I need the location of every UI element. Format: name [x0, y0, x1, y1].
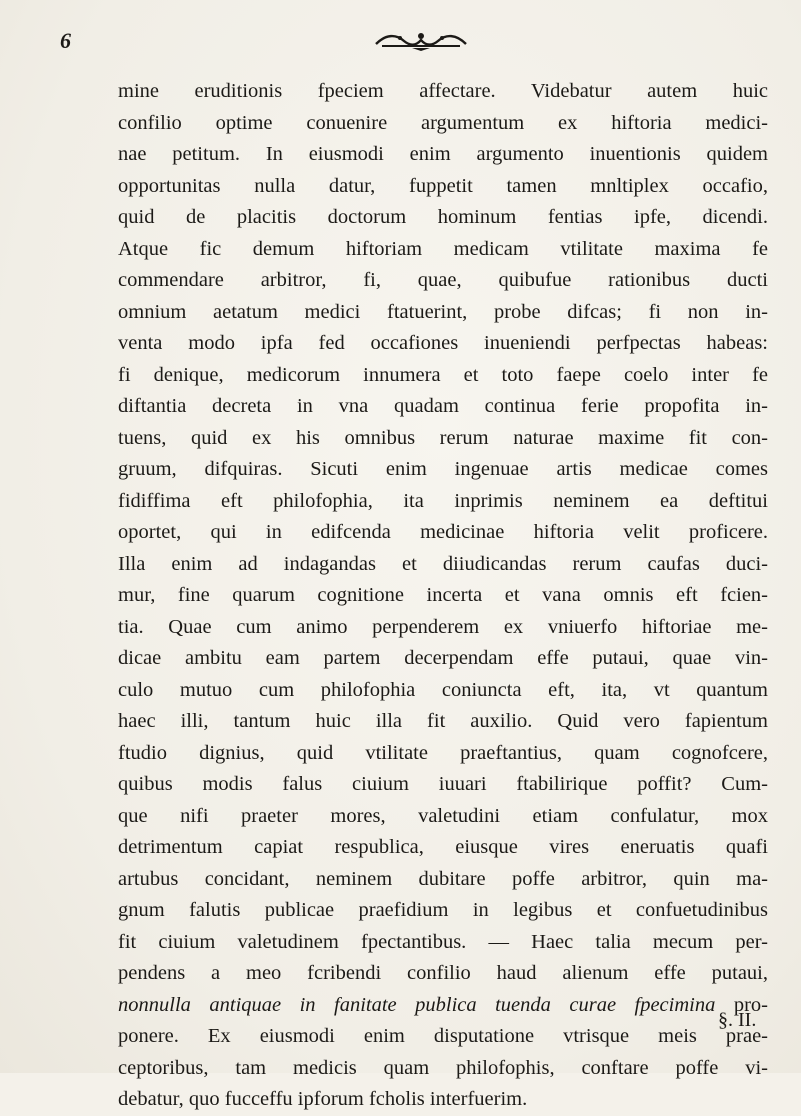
- text-line: Illa enim ad indagandas et diiudicandas rerum caufas duci-: [118, 552, 768, 575]
- text-line: oportet, qui in edifcenda medicinae hiftoria velit proficere.: [118, 521, 768, 543]
- text-line: diftantia decreta in vna quadam continua ferie propofita in-: [118, 395, 768, 417]
- text-line: dicae ambitu eam partem decerpendam effe putaui, quae vin-: [118, 647, 768, 669]
- text-line-italic: [118, 990, 768, 1022]
- text-line: gnum falutis publicae praefidium in legibus et confuetudinibus: [118, 899, 768, 921]
- text-line: nae petitum. In eiusmodi enim argumento inuentionis quidem: [118, 143, 768, 165]
- text-line: opportunitas nulla datur, fuppetit tamen mnltiplex occafio,: [118, 174, 768, 197]
- text-line: tuens, quid ex his omnibus rerum naturae maxime fit con-: [118, 426, 768, 449]
- text-line: quibus modis falus ciuium iuuari ftabilirique poffit? Cum-: [118, 773, 768, 795]
- italic-line-rest: pro-: [715, 993, 768, 1016]
- text-line: commendare arbitror, fi, quae, quibufue rationibus ducti: [118, 269, 768, 291]
- text-line: tia. Quae cum animo perpenderem ex vniuerfo hiftoriae me-: [118, 615, 768, 638]
- text-line: detrimentum capiat respublica, eiusque vires eneruatis quafi: [118, 836, 768, 858]
- text-line: ceptoribus, tam medicis quam philofophis, conftare poffe vi-: [118, 1056, 768, 1079]
- text-line: omnium aetatum medici ftatuerint, probe difcas; fi non in-: [118, 300, 768, 323]
- text-line: pendens a meo fcribendi confilio haud alienum effe putaui,: [118, 962, 768, 984]
- text-line: ponere. Ex eiusmodi enim disputatione vtrisque meis prae-: [118, 1025, 768, 1047]
- text-line: Atque fic demum hiftoriam medicam vtilitate maxima fe: [118, 237, 768, 260]
- page-number: 6: [60, 28, 71, 53]
- catchword: §. II.: [718, 1009, 757, 1031]
- text-line: que nifi praeter mores, valetudini etiam confulatur, mox: [118, 804, 768, 827]
- text-line: mur, fine quarum cognitione incerta et vana omnis eft fcien-: [118, 584, 768, 606]
- text-line: fi denique, medicorum innumera et toto faepe coelo inter fe: [118, 363, 768, 386]
- text-line: debatur, quo fucceffu ipforum fcholis interfuerim.: [118, 1088, 528, 1110]
- text-line: venta modo ipfa fed occafiones inueniendi perfpectas habeas:: [118, 332, 768, 354]
- text-line: artubus concidant, neminem dubitare poffe arbitror, quin ma-: [118, 867, 768, 890]
- text-line: culo mutuo cum philofophia coniuncta eft, ita, vt quantum: [118, 678, 768, 701]
- text-line: gruum, difquiras. Sicuti enim ingenuae artis medicae comes: [118, 458, 768, 480]
- body-text: [118, 76, 768, 1116]
- italic-phrase: nonnulla antiquae in fanitate publica tuenda curae fpecimina: [118, 993, 716, 1016]
- text-line: ftudio dignius, quid vtilitate praeftantius, quam cognofcere,: [118, 741, 768, 764]
- text-line: mine eruditionis fpeciem affectare. Videbatur autem huic: [118, 80, 768, 102]
- text-line: haec illi, tantum huic illa fit auxilio. Quid vero fapientum: [118, 710, 768, 732]
- text-line: fit ciuium valetudinem fpectantibus. — Haec talia mecum per-: [118, 930, 768, 953]
- printers-ornament-icon: [372, 30, 470, 52]
- text-line: fidiffima eft philofophia, ita inprimis neminem ea deftitui: [118, 489, 768, 512]
- text-line: quid de placitis doctorum hominum fentias ipfe, dicendi.: [118, 206, 768, 228]
- text-line: confilio optime conuenire argumentum ex hiftoria medici-: [118, 111, 768, 134]
